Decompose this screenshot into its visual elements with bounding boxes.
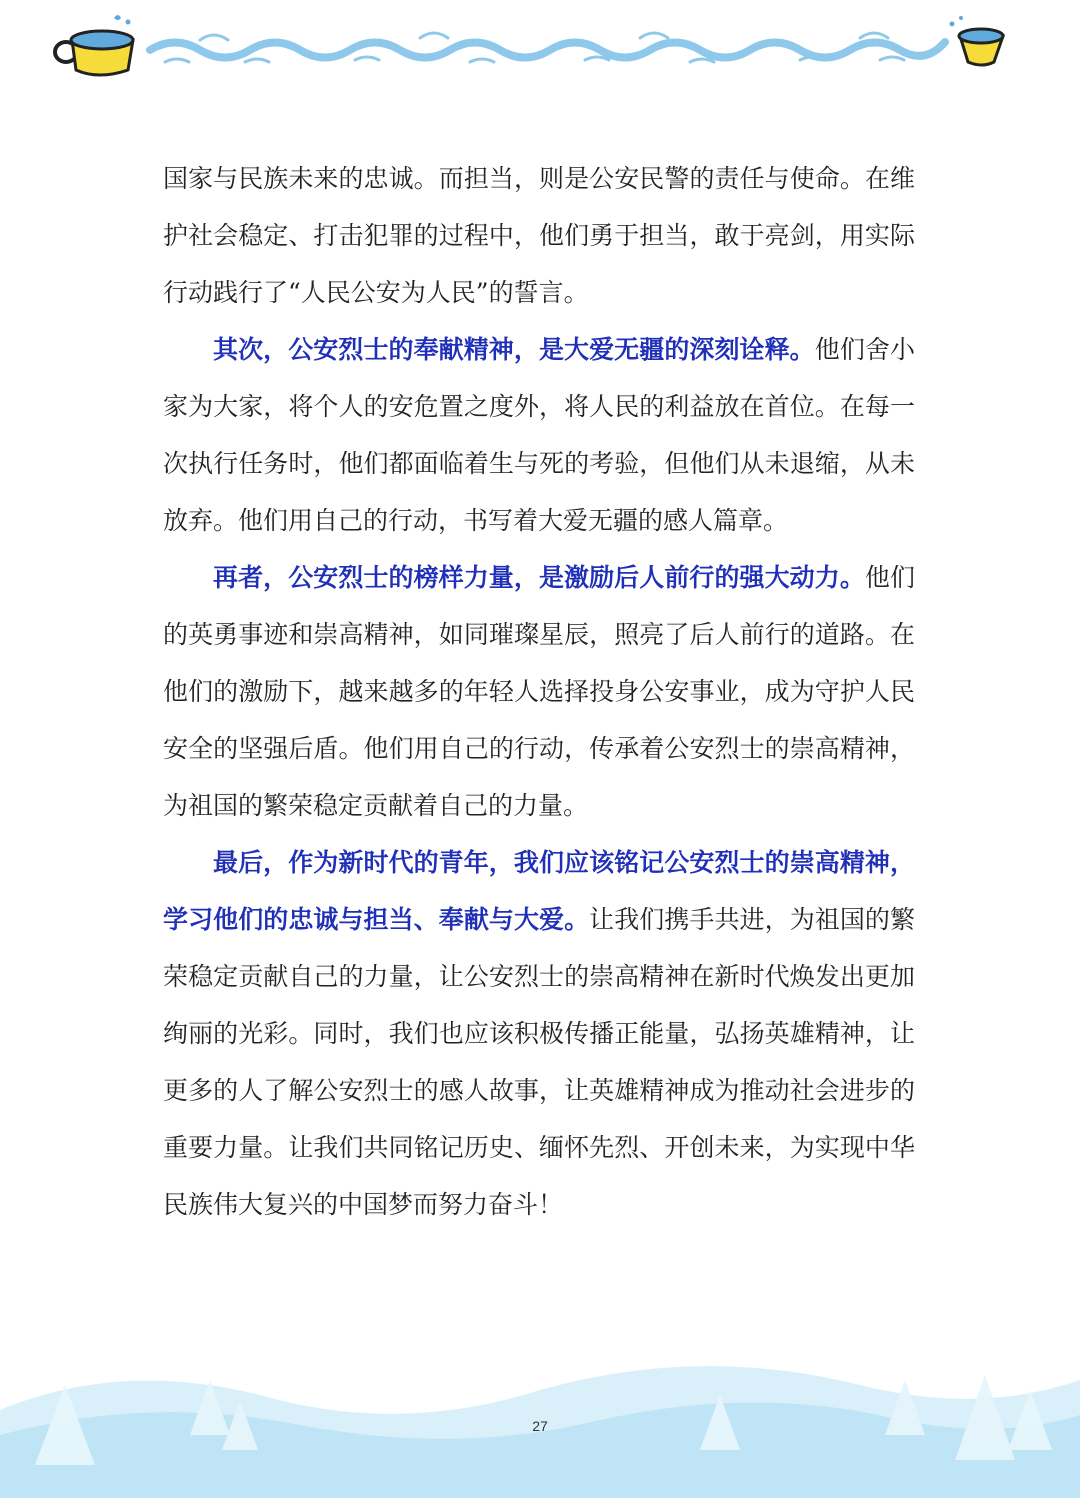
- paragraph-2: [163, 321, 915, 549]
- paragraph-2-text: 他们舍小家为大家，将个人的安危置之度外，将人民的利益放在首位。在每一次执行任务时，他们都面临着生与死的考验，但他们从未退缩，从未放弃。他们用自己的行动，书写着大爱无疆的感人篇章。: [163, 335, 915, 535]
- bucket-icon: [950, 16, 1004, 65]
- paragraph-3-highlight: 再者，公安烈士的榜样力量，是激励后人前行的强大动力。: [213, 563, 865, 592]
- paragraph-4-text: 让我们携手共进，为祖国的繁荣稳定贡献自己的力量，让公安烈士的崇高精神在新时代焕发出更加绚丽的光彩。同时，我们也应该积极传播正能量，弘扬英雄精神，让更多的人了解公安烈士的感人故事，让英雄精神成为推动社会进步的重要力量。让我们共同铭记历史、缅怀先烈、开创未来，为实现中华民族伟大复兴的中国梦而努力奋斗！: [163, 905, 915, 1219]
- header-decoration: [0, 0, 1080, 100]
- paragraph-4-highlight: 最后，作为新时代的青年，我们应该铭记公安烈士的崇高精神，学习他们的忠诚与担当、奉献与大爱。: [163, 848, 915, 934]
- wave-line: [150, 33, 945, 62]
- cup-icon: [55, 15, 133, 75]
- document-body: [163, 150, 915, 1233]
- paragraph-3: [163, 549, 915, 834]
- paragraph-1-text: 国家与民族未来的忠诚。而担当，则是公安民警的责任与使命。在维护社会稳定、打击犯罪的过程中，他们勇于担当，敢于亮剑，用实际行动践行了“人民公安为人民”的誓言。: [163, 164, 915, 307]
- page-number: 27: [532, 1418, 548, 1434]
- paragraph-3-text: 他们的英勇事迹和崇高精神，如同璀璨星辰，照亮了后人前行的道路。在他们的激励下，越来越多的年轻人选择投身公安事业，成为守护人民安全的坚强后盾。他们用自己的行动，传承着公安烈士的崇高精神，为祖国的繁荣稳定贡献着自己的力量。: [163, 563, 915, 820]
- paragraph-2-highlight: 其次，公安烈士的奉献精神，是大爱无疆的深刻诠释。: [213, 335, 815, 364]
- paragraph-1: [163, 150, 915, 321]
- paragraph-4: [163, 834, 915, 1233]
